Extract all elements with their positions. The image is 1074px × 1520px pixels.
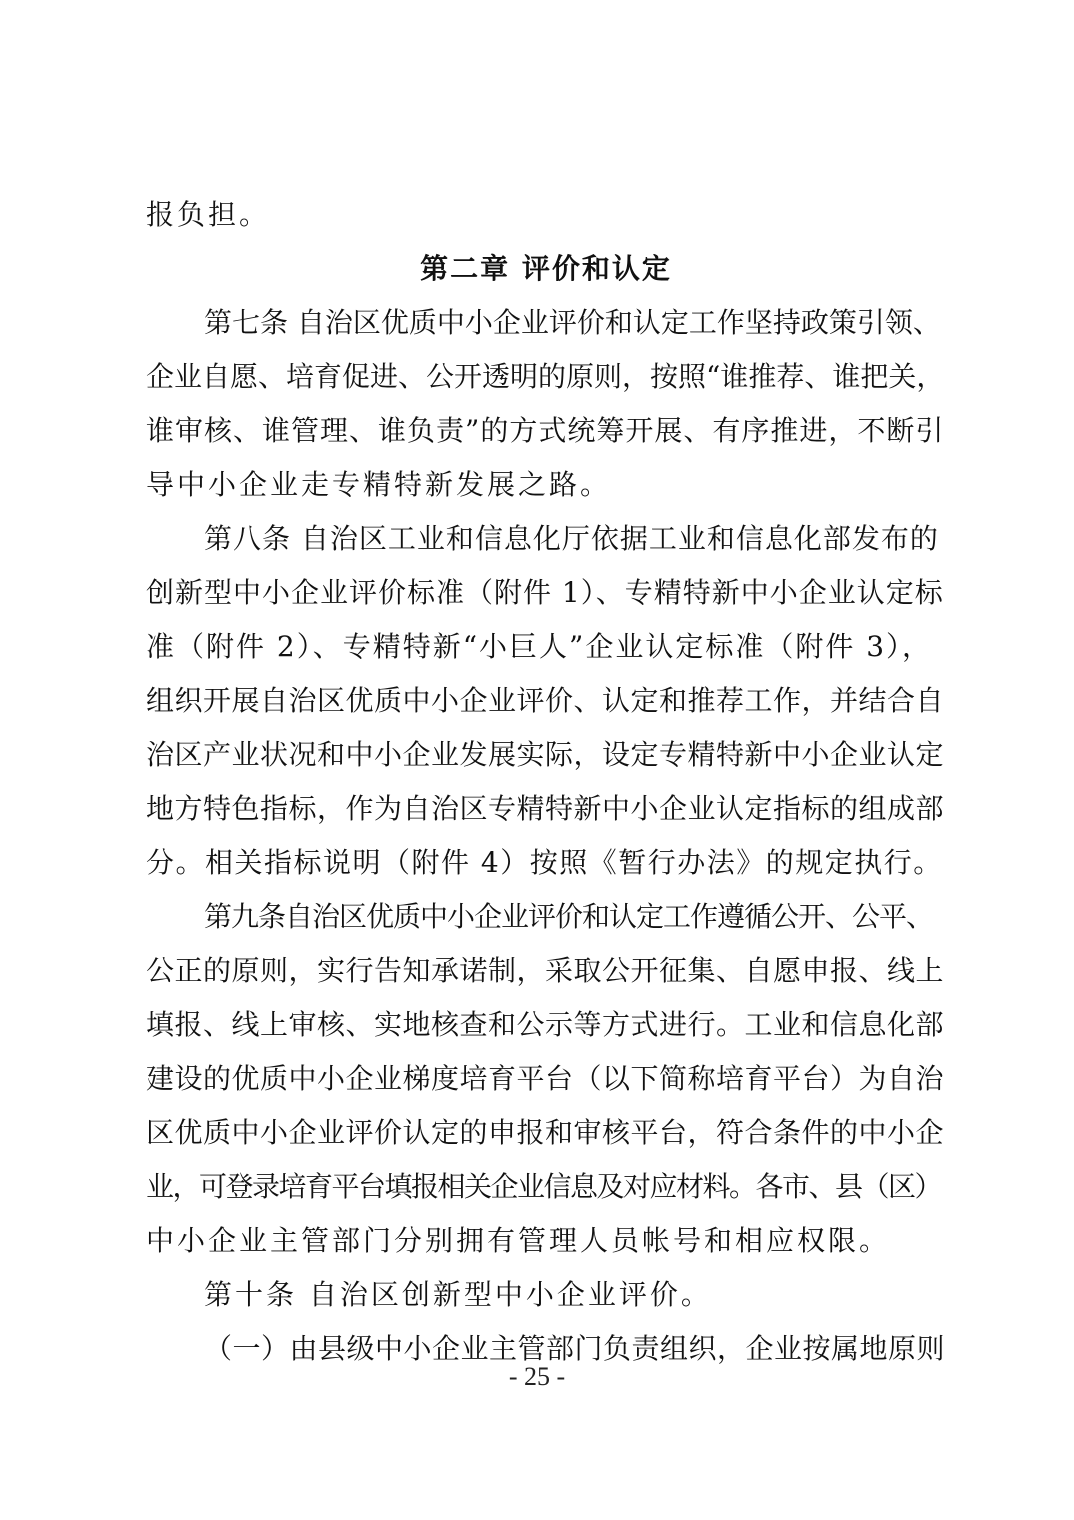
body-line: 报负担。 bbox=[146, 198, 271, 231]
article-8-line: 准（附件 2）、专精特新“小巨人”企业认定标准（附件 3）， bbox=[146, 630, 933, 663]
article-8-line: 组织开展自治区优质中小企业评价、认定和推荐工作，并结合自 bbox=[146, 684, 945, 717]
page-number: - 25 - bbox=[508, 1362, 566, 1391]
chapter-title: 第二章 评价和认定 bbox=[420, 252, 672, 285]
article-8-line: 分。相关指标说明（附件 4）按照《暂行办法》的规定执行。 bbox=[146, 846, 943, 879]
article-9-line: 第九条自治区优质中小企业评价和认定工作遵循公开、公平、 bbox=[204, 900, 934, 933]
article-9-line: 区优质中小企业评价认定的申报和审核平台，符合条件的中小企 bbox=[146, 1116, 945, 1149]
article-8-line: 地方特色指标，作为自治区专精特新中小企业认定指标的组成部 bbox=[146, 792, 945, 825]
article-7-line: 第七条 自治区优质中小企业评价和认定工作坚持政策引领、 bbox=[204, 306, 941, 339]
article-7-line: 谁审核、谁管理、谁负责”的方式统筹开展、有序推进，不断引 bbox=[146, 414, 945, 447]
article-8-line: 创新型中小企业评价标准（附件 1）、专精特新中小企业认定标 bbox=[146, 576, 944, 609]
article-10-clause-line: （一）由县级中小企业主管部门负责组织，企业按属地原则 bbox=[204, 1332, 946, 1365]
article-9-line: 建设的优质中小企业梯度培育平台（以下简称培育平台）为自治 bbox=[146, 1062, 945, 1095]
document-body bbox=[146, 188, 946, 1376]
article-9-line: 业，可登录培育平台填报相关企业信息及对应材料。各市、县（区） bbox=[146, 1170, 942, 1203]
article-7-line: 企业自愿、培育促进、公开透明的原则，按照“谁推荐、谁把关， bbox=[146, 360, 945, 393]
article-9-line: 中小企业主管部门分别拥有管理人员帐号和相应权限。 bbox=[146, 1224, 891, 1257]
article-9-line: 填报、线上审核、实地核查和公示等方式进行。工业和信息化部 bbox=[146, 1008, 945, 1041]
article-8-line: 第八条 自治区工业和信息化厅依据工业和信息化部发布的 bbox=[204, 522, 939, 555]
article-10-line: 第十条 自治区创新型中小企业评价。 bbox=[204, 1278, 712, 1311]
article-8-line: 治区产业状况和中小企业发展实际，设定专精特新中小企业认定 bbox=[146, 738, 945, 771]
article-7-line: 导中小企业走专精特新发展之路。 bbox=[146, 468, 612, 501]
article-9-line: 公正的原则，实行告知承诺制，采取公开征集、自愿申报、线上 bbox=[146, 954, 945, 987]
